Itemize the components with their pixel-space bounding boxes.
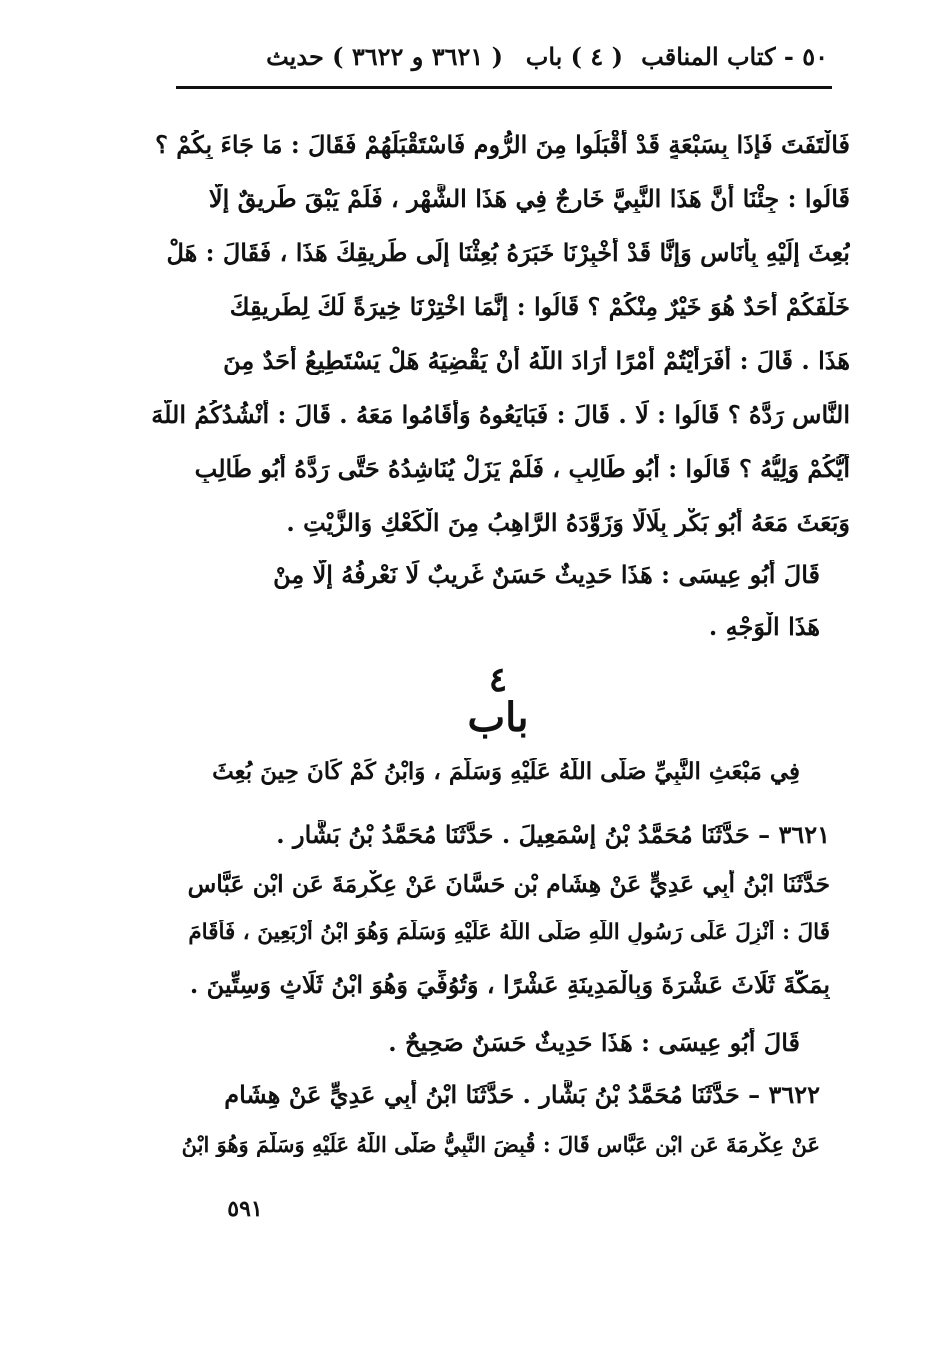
page-number: ٥٩١ [227, 1196, 263, 1222]
chapter-subtitle [210, 752, 800, 802]
header-rule [176, 86, 832, 89]
text-line: حَدَّثَنَا ابْنُ أَبِي عَدِيٍّ عَنْ هِشَامِ بْنِ حَسَّانَ عَنْ عِكْرِمَةَ عَنِ ابْنِ عَبَّاسٍ [187, 870, 830, 898]
text-line: عَنْ عِكْرِمَةَ عَنِ ابْنِ عَبَّاسٍ قَالَ : قُبِضَ النَّبِيُّ صَلَّى اللَّهُ عَلَيْهِ وَسَلَّمَ وَهُوَ ابْنُ [181, 1132, 820, 1157]
chapter-label: ( ٤ ) باب [525, 42, 623, 71]
text-line: خَلْفَكُمْ أَحَدٌ هُوَ خَيْرٌ مِنْكُمْ ؟ قَالُوا : إِنَّمَا اخْتِرْنَا خِيرَةً لَكَ لِطَرِيقِكَ [229, 292, 850, 321]
text-line: قَالُوا : جِئْنَا أَنَّ هَذَا النَّبِيَّ خَارِجٌ فِي هَذَا الشَّهْرِ ، فَلَمْ يَبْقَ طَرِيقٌ إِلَّا [208, 184, 850, 213]
book-title: ٥٠ - كتاب المناقب [641, 42, 828, 71]
text-line: هَذَا . قَالَ : أَفَرَأَيْتُمْ أَمْرًا أَرَادَ اللَّهُ أَنْ يَقْضِيَهُ هَلْ يَسْتَطِيعُ أَحَدٌ مِنَ [223, 346, 850, 375]
text-line: بُعِثَ إِلَيْهِ بِأُنَاسٍ وَإِنَّا قَدْ أُخْبِرْنَا خَبَرَهُ بُعِثْنَا إِلَى طَرِيقِكَ هَذَا ، فَقَالَ : هَلْ [166, 238, 850, 267]
text-line: هَذَا الْوَجْهِ . [708, 612, 820, 641]
text-line: ٣٦٢٢ – حَدَّثَنَا مُحَمَّدُ بْنُ بَشَّارٍ . حَدَّثَنَا ابْنُ أَبِي عَدِيٍّ عَنْ هِشَامٍ [224, 1080, 820, 1109]
hadith-3622 [170, 1072, 820, 1182]
running-header [178, 38, 828, 82]
text-line: فِي مَبْعَثِ النَّبِيِّ صَلَّى اللَّهُ عَلَيْهِ وَسَلَّمَ ، وَابْنُ كَمْ كَانَ حِينَ بُعِثَ [212, 758, 800, 785]
text-line: ٣٦٢١ – حَدَّثَنَا مُحَمَّدُ بْنُ إِسْمَعِيلَ . حَدَّثَنَا مُحَمَّدُ بْنُ بَشَّارٍ . [276, 820, 830, 849]
text-line: فَالْتَفَتَ فَإِذَا بِسَبْعَةٍ قَدْ أَقْبَلُوا مِنَ الرُّومِ فَاسْتَقْبَلَهُمْ فَقَالَ : مَا جَاءَ بِكُمْ ؟ [155, 130, 850, 159]
narration-paragraph [150, 118, 850, 538]
text-line: وَبَعَثَ مَعَهُ أَبُو بَكْرٍ بِلَالًا وَزَوَّدَهُ الرَّاهِبُ مِنَ الْكَعْكِ وَالزَّيْتِ . [286, 508, 850, 537]
hadith-range: ( ٣٦٢١ و ٣٦٢٢ ) حديث [266, 42, 503, 71]
text-line: بِمَكَّةَ ثَلَاثَ عَشْرَةَ وَبِالْمَدِينَةِ عَشْرًا ، وَتُوُفِّيَ وَهُوَ ابْنُ ثَلَاثٍ وَسِتِّينَ . [189, 970, 830, 999]
text-line: قَالَ أَبُو عِيسَى : هَذَا حَدِيثٌ حَسَنٌ غَرِيبٌ لَا نَعْرِفُهُ إِلَّا مِنْ [273, 560, 820, 589]
chapter-number: ٤ [488, 660, 508, 700]
hadith-3621 [180, 812, 830, 1022]
text-line: قَالَ : أُنْزِلَ عَلَى رَسُولِ اللَّهِ صَلَّى اللَّهُ عَلَيْهِ وَسَلَّمَ وَهُوَ ابْنُ أَرْبَعِينَ ، فَأَقَامَ [188, 920, 830, 945]
grading-paragraph-2 [330, 1022, 800, 1068]
text-line: أَيُّكُمْ وَلِيُّهُ ؟ قَالُوا : أَبُو طَالِبٍ ، فَلَمْ يَزَلْ يُنَاشِدُهُ حَتَّى رَدَّهُ أَبُو طَالِبٍ [194, 454, 850, 483]
text-line: قَالَ أَبُو عِيسَى : هَذَا حَدِيثٌ حَسَنٌ صَحِيحٌ . [388, 1028, 800, 1057]
chapter-heading: باب [467, 694, 529, 741]
text-line: النَّاسِ رَدَّهُ ؟ قَالُوا : لَا . قَالَ : فَبَايَعُوهُ وَأَقَامُوا مَعَهُ . قَالَ : أَنْشُدُكُمُ اللَّهَ [151, 400, 850, 429]
grading-paragraph [190, 552, 820, 652]
